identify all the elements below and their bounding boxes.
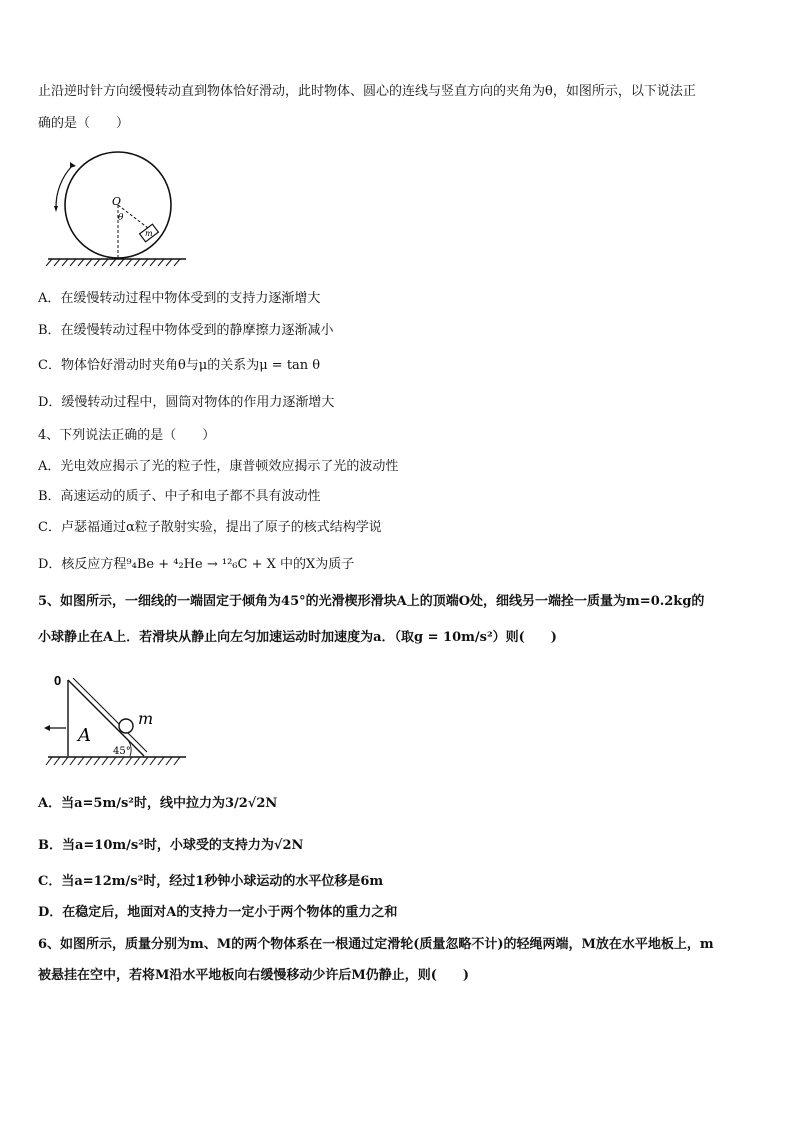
ball-label: m <box>138 709 154 728</box>
q3-stem-line2: 确的是（ ） <box>38 116 130 131</box>
center-label: O <box>112 195 122 208</box>
q6-stem-line2: 被悬挂在空中，若将M沿水平地板向右缓慢移动少许后M仍静止，则( ) <box>38 968 470 983</box>
top-label: 0 <box>54 673 62 688</box>
q3-drum-figure <box>40 148 190 270</box>
block-label: m <box>145 229 153 238</box>
q3-option-c: C．物体恰好滑动时夹角θ与μ的关系为μ = tan θ <box>38 358 321 373</box>
q4-option-a: A．光电效应揭示了光的粒子性，康普顿效应揭示了光的波动性 <box>38 459 399 474</box>
ball <box>119 719 133 733</box>
q4-option-d: D．核反应方程⁹₄Be + ⁴₂He → ¹²₆C + X 中的X为质子 <box>38 557 355 572</box>
q5-stem-line1: 5、如图所示，一细线的一端固定于倾角为45°的光滑楔形滑块A上的顶端O处，细线另一端拴一质量为m=0.2kg的 <box>38 594 705 609</box>
rotation-arrow-icon <box>56 166 72 208</box>
q4-stem: 4、下列说法正确的是（ ） <box>38 428 216 443</box>
q3-option-b: B．在缓慢转动过程中物体受到的静摩擦力逐渐减小 <box>38 323 334 338</box>
q4-option-b: B．高速运动的质子、中子和电子都不具有波动性 <box>38 489 321 504</box>
q3-option-d: D．缓慢转动过程中，圆筒对物体的作用力逐渐增大 <box>38 395 335 410</box>
q5-option-a: A．当a=5m/s²时，线中拉力为3/2√2N <box>38 796 278 811</box>
q5-option-c: C．当a=12m/s²时，经过1秒钟小球运动的水平位移是6m <box>38 874 384 889</box>
angle-label: θ <box>118 213 124 223</box>
angle-label: 45° <box>113 746 131 757</box>
q5-option-d: D．在稳定后，地面对A的支持力一定小于两个物体的重力之和 <box>38 905 398 920</box>
q4-option-c: C．卢瑟福通过α粒子散射实验，提出了原子的核式结构学说 <box>38 520 382 535</box>
q5-option-b: B．当a=10m/s²时，小球受的支持力为√2N <box>38 838 304 853</box>
q5-stem-line2: 小球静止在A上．若滑块从静止向左匀加速运动时加速度为a．（取g = 10m/s²）则( ) <box>38 630 557 645</box>
q6-stem-line1: 6、如图所示，质量分别为m、M的两个物体系在一根通过定滑轮(质量忽略不计)的轻绳两端，M放在水平地板上，m <box>38 937 714 952</box>
q5-wedge-figure <box>40 670 190 776</box>
block-label: A <box>78 725 91 746</box>
q3-stem-line1: 止沿逆时针方向缓慢转动直到物体恰好滑动，此时物体、圆心的连线与竖直方向的夹角为θ，如图所示，以下说法正 <box>38 84 696 99</box>
q3-option-a: A．在缓慢转动过程中物体受到的支持力逐渐增大 <box>38 291 321 306</box>
